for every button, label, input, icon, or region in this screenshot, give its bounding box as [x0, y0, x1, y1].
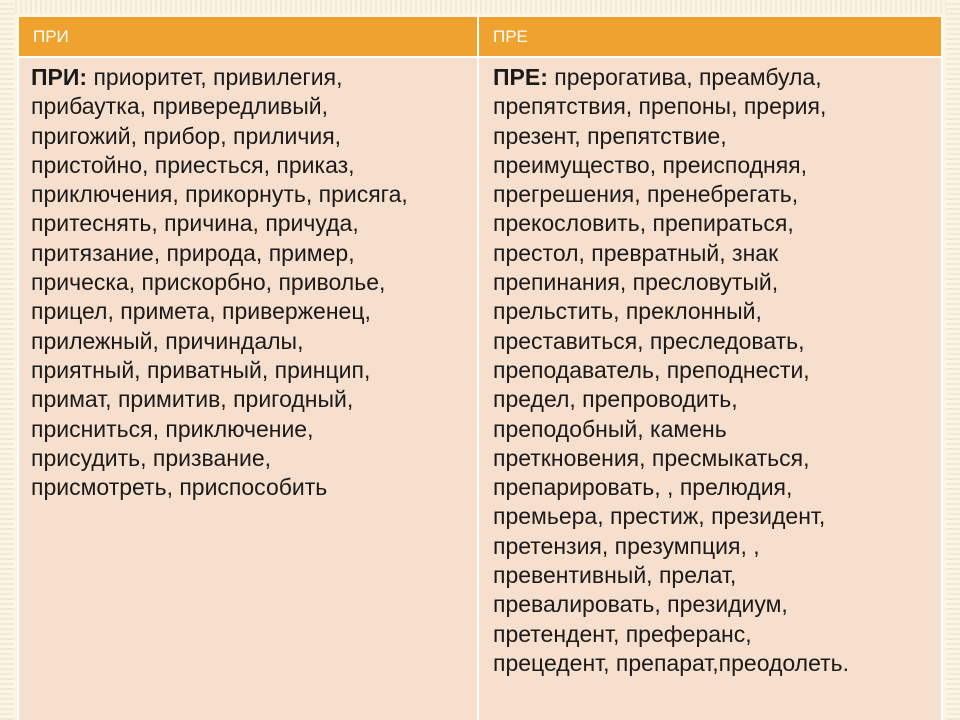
- pre-line: премьера, престиж, президент,: [493, 503, 826, 530]
- pre-line: претензия, презумпция, ,: [493, 532, 760, 559]
- pri-line: присудить, призвание,: [31, 444, 272, 471]
- decorative-border-top: [0, 0, 960, 14]
- pri-line: присмотреть, приспособить: [31, 474, 328, 501]
- pre-line: престол, превратный, знак: [493, 239, 779, 266]
- decorative-border-right: [946, 0, 960, 720]
- pri-line: притеснять, причина, причуда,: [31, 210, 359, 237]
- pre-first-text: прерогатива, преамбула,: [547, 64, 822, 90]
- cell-pri-words: [19, 58, 477, 720]
- pri-line: приключения, прикорнуть, присяга,: [31, 181, 408, 208]
- pri-line: пристойно, приесться, приказ,: [31, 151, 355, 178]
- pri-line: притязание, природа, пример,: [31, 239, 355, 266]
- pre-line: предел, препроводить,: [493, 386, 738, 413]
- cell-pre-words: [477, 58, 941, 720]
- pri-line: прическа, прискорбно, приволье,: [31, 269, 386, 296]
- pre-line: прецедент, препарат,преодолеть.: [493, 649, 850, 676]
- pri-line: присниться, приключение,: [31, 415, 314, 442]
- pre-line: претендент, преферанс,: [493, 620, 752, 647]
- pre-line: препинания, пресловутый,: [493, 269, 779, 296]
- pri-lead: ПРИ:: [31, 64, 88, 90]
- pri-line-0: [31, 63, 471, 92]
- pri-line: прилежный, причиндалы,: [31, 327, 304, 354]
- pri-line: прицел, примета, приверженец,: [31, 298, 371, 325]
- pri-first-text: приоритет, привилегия,: [87, 64, 343, 90]
- pre-line: прегрешения, пренебрегать,: [493, 181, 799, 208]
- header-pre: ПРЕ: [477, 17, 941, 56]
- pre-line: презент, препятствие,: [493, 122, 727, 149]
- pre-line: преподобный, камень: [493, 415, 727, 442]
- pre-lead: ПРЕ:: [493, 64, 548, 90]
- pre-line: прекословить, препираться,: [493, 210, 794, 237]
- table-header-row: [19, 17, 941, 58]
- pre-line-0: [493, 63, 935, 92]
- pri-line: пригожий, прибор, приличия,: [31, 122, 342, 149]
- spelling-table: [17, 17, 943, 720]
- pri-line: приятный, приватный, принцип,: [31, 356, 371, 383]
- pre-line: преткновения, пресмыкаться,: [493, 444, 810, 471]
- pre-line: превентивный, прелат,: [493, 562, 737, 589]
- pre-line: препарировать, , прелюдия,: [493, 474, 793, 501]
- header-pri: ПРИ: [33, 27, 69, 46]
- decorative-border-left: [0, 0, 14, 720]
- pri-line: прибаутка, привередливый,: [31, 93, 329, 120]
- pre-line: преставиться, преследовать,: [493, 327, 805, 354]
- pre-line: превалировать, президиум,: [493, 591, 788, 618]
- pri-line: примат, примитив, пригодный,: [31, 386, 354, 413]
- pre-line: преподаватель, преподнести,: [493, 356, 810, 383]
- pre-line: прельстить, преклонный,: [493, 298, 762, 325]
- pre-line: препятствия, препоны, прерия,: [493, 93, 827, 120]
- table-body-row: [19, 58, 941, 720]
- pre-line: преимущество, преисподняя,: [493, 151, 808, 178]
